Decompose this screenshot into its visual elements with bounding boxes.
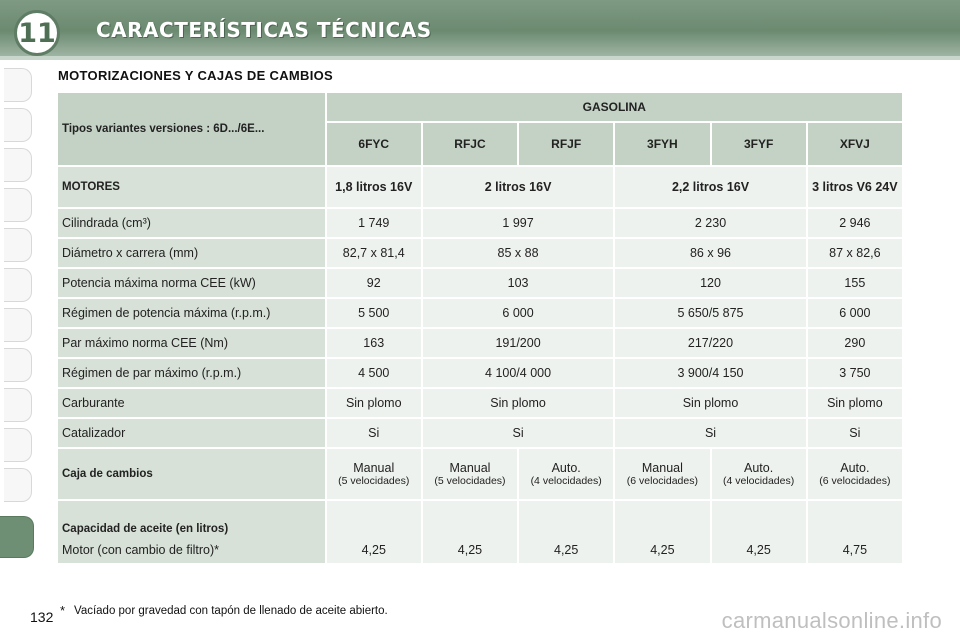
row-value: 3 900/4 150 (615, 359, 805, 387)
chapter-title: CARACTERÍSTICAS TÉCNICAS (96, 18, 432, 42)
row-value: 103 (423, 269, 613, 297)
table-row (58, 299, 902, 327)
chapter-tab[interactable] (4, 348, 32, 382)
row-value: 6 000 (423, 299, 613, 327)
oil-capacity-title: Capacidad de aceite (en litros) (62, 523, 229, 535)
motor-value: 1,8 litros 16V (327, 167, 421, 207)
motor-value: 2,2 litros 16V (615, 167, 805, 207)
row-value: 2 946 (808, 209, 902, 237)
table-row (58, 269, 902, 297)
table-row (58, 389, 902, 417)
row-value: 92 (327, 269, 421, 297)
table-row (58, 359, 902, 387)
engine-code: RFJF (519, 123, 613, 165)
gearbox-speeds: (6 velocidades) (626, 475, 698, 487)
row-value: 1 997 (423, 209, 613, 237)
gearbox-speeds: (5 velocidades) (434, 475, 506, 487)
table-row (58, 209, 902, 237)
engine-code: RFJC (423, 123, 517, 165)
row-value: 4 100/4 000 (423, 359, 613, 387)
oil-value: 4,25 (519, 501, 613, 563)
chapter-number-badge: 11 (14, 10, 60, 56)
oil-value: 4,25 (327, 501, 421, 563)
footnote-mark: * (60, 603, 66, 618)
gearbox-type: Auto. (840, 461, 870, 475)
row-value: Sin plomo (808, 389, 902, 417)
row-label: Régimen de potencia máxima (r.p.m.) (58, 299, 325, 327)
chapter-tab[interactable] (4, 188, 32, 222)
row-value: 86 x 96 (615, 239, 805, 267)
row-value: 163 (327, 329, 421, 357)
page-number: 132 (30, 609, 54, 625)
gearbox-speeds: (5 velocidades) (338, 475, 410, 487)
row-value: 290 (808, 329, 902, 357)
row-value: 191/200 (423, 329, 613, 357)
row-value: Si (808, 419, 902, 447)
gearbox-speeds: (4 velocidades) (723, 475, 795, 487)
gearbox-value (423, 449, 517, 499)
row-value: 3 750 (808, 359, 902, 387)
table-corner-label: Tipos variantes versiones : 6D.../6E... (58, 93, 325, 165)
row-value: 155 (808, 269, 902, 297)
header-divider (0, 56, 960, 60)
gearbox-speeds: (6 velocidades) (819, 475, 891, 487)
row-value: Si (615, 419, 805, 447)
row-value: 6 000 (808, 299, 902, 327)
gearbox-value (327, 449, 421, 499)
oil-value: 4,25 (423, 501, 517, 563)
table-row (58, 329, 902, 357)
chapter-tab[interactable] (4, 268, 32, 302)
row-value: Sin plomo (327, 389, 421, 417)
row-label: Régimen de par máximo (r.p.m.) (58, 359, 325, 387)
row-label: Cilindrada (cm³) (58, 209, 325, 237)
chapter-tab-strip (0, 60, 40, 580)
row-value: Si (327, 419, 421, 447)
row-value: 85 x 88 (423, 239, 613, 267)
gearbox-label: Caja de cambios (58, 449, 325, 499)
row-label: Catalizador (58, 419, 325, 447)
row-value: 4 500 (327, 359, 421, 387)
gearbox-value (519, 449, 613, 499)
chapter-tab-active[interactable] (0, 516, 34, 558)
gearbox-type: Manual (353, 461, 395, 475)
motors-label: MOTORES (58, 167, 325, 207)
engine-spec-table (56, 91, 904, 565)
row-value: 1 749 (327, 209, 421, 237)
row-value: Sin plomo (615, 389, 805, 417)
row-value: 217/220 (615, 329, 805, 357)
chapter-tab[interactable] (4, 108, 32, 142)
row-value: 87 x 82,6 (808, 239, 902, 267)
row-value: 120 (615, 269, 805, 297)
table-row (58, 419, 902, 447)
gearbox-type: Manual (641, 461, 683, 475)
chapter-tab[interactable] (4, 428, 32, 462)
row-label: Par máximo norma CEE (Nm) (58, 329, 325, 357)
gearbox-value (712, 449, 806, 499)
engine-code: 6FYC (327, 123, 421, 165)
row-value: Si (423, 419, 613, 447)
oil-capacity-sublabel: Motor (con cambio de filtro)* (62, 543, 220, 557)
motor-value: 2 litros 16V (423, 167, 613, 207)
oil-value: 4,25 (615, 501, 709, 563)
chapter-tab[interactable] (4, 308, 32, 342)
oil-value: 4,25 (712, 501, 806, 563)
oil-value: 4,75 (808, 501, 902, 563)
row-value: 82,7 x 81,4 (327, 239, 421, 267)
chapter-tab[interactable] (4, 468, 32, 502)
gearbox-value (615, 449, 709, 499)
section-title: MOTORIZACIONES Y CAJAS DE CAMBIOS (58, 68, 333, 83)
oil-capacity-label (58, 501, 325, 563)
row-label: Carburante (58, 389, 325, 417)
engine-code: XFVJ (808, 123, 902, 165)
row-label: Diámetro x carrera (mm) (58, 239, 325, 267)
gearbox-value (808, 449, 902, 499)
engine-code: 3FYH (615, 123, 709, 165)
chapter-tab[interactable] (4, 148, 32, 182)
gearbox-type: Auto. (744, 461, 774, 475)
watermark: carmanualsonline.info (721, 608, 942, 633)
row-label: Potencia máxima norma CEE (kW) (58, 269, 325, 297)
row-value: 5 650/5 875 (615, 299, 805, 327)
gearbox-speeds: (4 velocidades) (530, 475, 602, 487)
fuel-header: GASOLINA (327, 93, 902, 121)
gearbox-type: Auto. (551, 461, 581, 475)
engine-code: 3FYF (712, 123, 806, 165)
footnote: Vacíado por gravedad con tapón de llenado de aceite abierto. (74, 605, 388, 617)
motor-value: 3 litros V6 24V (808, 167, 902, 207)
table-row (58, 239, 902, 267)
row-value: 2 230 (615, 209, 805, 237)
chapter-tab[interactable] (4, 388, 32, 422)
chapter-tab[interactable] (4, 68, 32, 102)
row-value: Sin plomo (423, 389, 613, 417)
chapter-tab[interactable] (4, 228, 32, 262)
gearbox-type: Manual (449, 461, 491, 475)
row-value: 5 500 (327, 299, 421, 327)
